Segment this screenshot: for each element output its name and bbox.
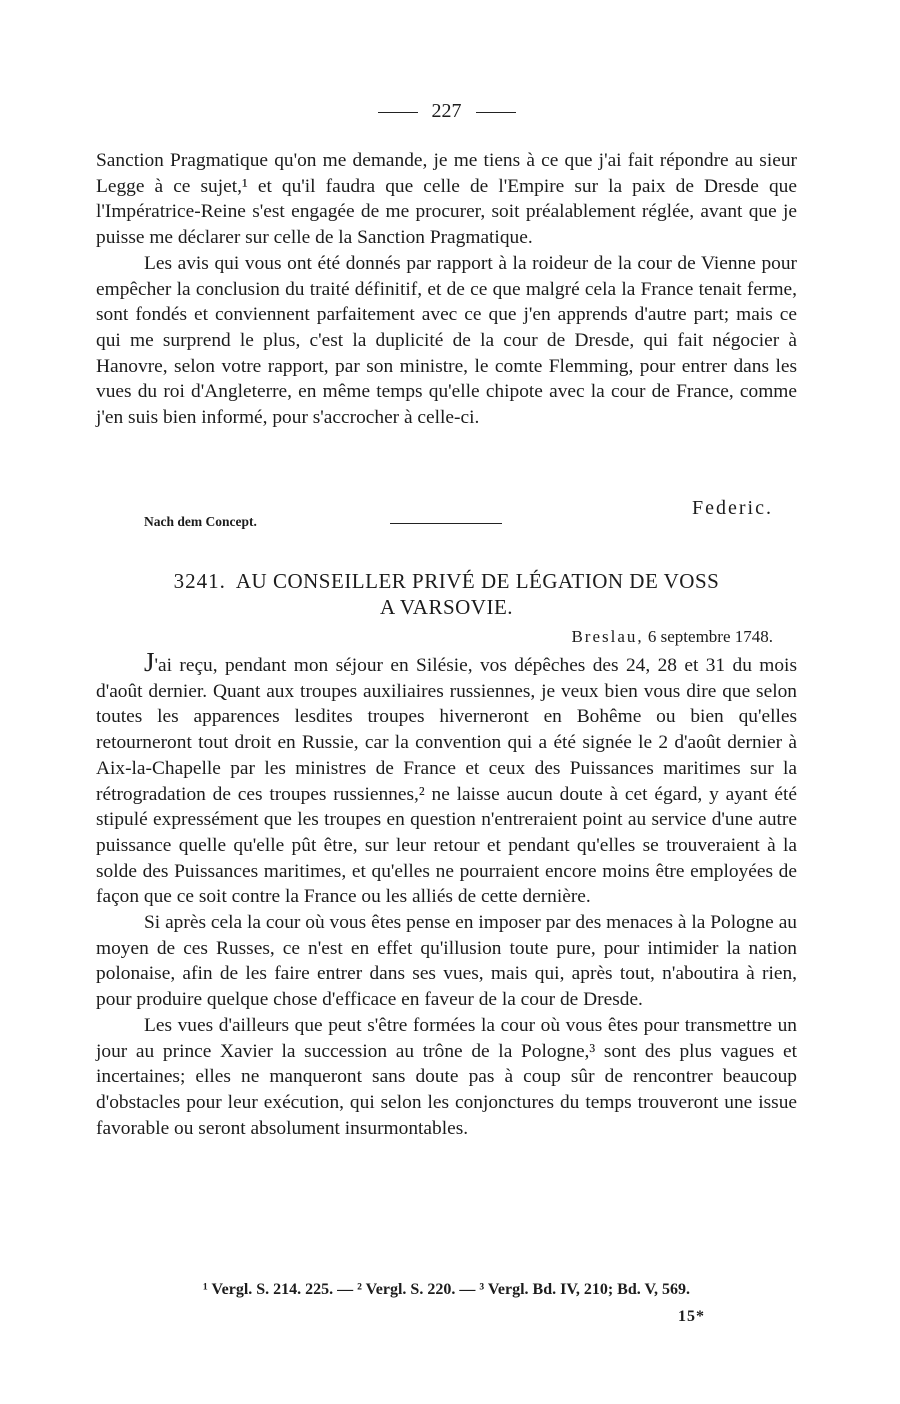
continuation-paragraph-1: Sanction Pragmatique qu'on me demande, je me tiens à ce que j'ai fait répondre au sieur Legge à ce sujet,¹ et qu'il faudra que celle de l'Empire sur la paix de Dresde que l'Impératrice-Reine s'est engagée de me procurer, soit préalablement réglée, avant que je puisse me déclarer sur celle de la Sanction Pragmatique. (96, 150, 797, 249)
sheet-signature-mark: 15* (678, 1308, 705, 1325)
section-separator (390, 523, 502, 524)
letter-paragraph-2: Si après cela la cour où vous êtes pense en imposer par des menaces à la Pologne au moyen de ces Russes, ce n'est en effet qu'illusion toute pure, pour intimider la nation polonaise, afin de les faire entrer dans ses vues, mais qui, après tout, n'aboutira à rien, pour produire quelque chose d'efficace en faveur de la cour de Dresde. (96, 912, 797, 1011)
header-rule-left (378, 112, 418, 113)
header-rule-right (476, 112, 516, 113)
continuation-paragraph-2: Les avis qui vous ont été donnés par rapport à la roideur de la cour de Vienne pour empêcher la conclusion du traité définitif, et de ce que malgré cela la France tenait ferme, sont fondés et conviennent parfaitement avec ce que j'en apprends d'autre part; mais ce qui me surprend le plus, c'est la duplicité de la cour de Dresde, qui fait négocier à Hanovre, selon votre rapport, par son ministre, le comte Flemming, pour entrer dans les vues du roi d'Angleterre, en même temps qu'elle chipote avec la cour de France, comme j'en suis bien informé, pour s'accrocher à celle-ci. (96, 252, 797, 429)
continuation-text (96, 148, 797, 431)
letter-number: 3241. (173, 569, 226, 593)
letter-title-line-2: A VARSOVIE. (379, 595, 514, 619)
dateline-place: Breslau, (571, 627, 644, 646)
page-number: 227 (431, 100, 462, 122)
letter-paragraph-3: Les vues d'ailleurs que peut s'être formées la cour où vous êtes pour transmettre un jour au prince Xavier la succession au trône de la Pologne,³ sont des plus vagues et incertaines; elles ne manqueront sans doute pas à coup sûr de rencontrer beaucoup d'obstacles pour leur exécution, qui selon les conjonctures du temps trouveront une issue favorable ou seront absolument insurmontables. (96, 1014, 797, 1139)
page-header (96, 100, 797, 123)
document-page (96, 0, 797, 1404)
signature: Federic. (692, 497, 773, 519)
letter-paragraph-1 (96, 647, 797, 910)
letter-heading (96, 568, 797, 620)
footnotes: ¹ Vergl. S. 214. 225. — ² Vergl. S. 220. — ³ Vergl. Bd. IV, 210; Bd. V, 569. (203, 1281, 690, 1298)
source-note: Nach dem Concept. (144, 514, 257, 529)
letter-paragraph-1-text: 'ai reçu, pendant mon séjour en Silésie, vos dépêches des 24, 28 et 31 du mois d'août dernier. Quant aux troupes auxiliaires russiennes, je veux bien vous dire que selon toutes les apparences lesdites troupes hiverneront en Bohême ou bien qu'elles retourneront tout droit en Russie, car la convention qui a été signée le 2 d'août dernier à Aix-la-Chapelle par les ministres de France et ceux des Puissances maritimes sur la rétrogradation de ces troupes russiennes,² ne laisse aucun doute à cet égard, y ayant été stipulé expressément que les troupes en question n'entreraient point au service d'une autre puissance quelle qu'elle pût être, sur leur retour et pendant qu'elles se trouveraient à la solde des Puissances maritimes, et qu'elles ne pourraient encore moins être employées de façon que ce soit contre la France ou les alliés de cette dernière. (96, 655, 797, 908)
dateline-date: 6 septembre 1748. (647, 627, 773, 646)
dateline (571, 627, 773, 647)
letter-heading-line-1 (96, 568, 797, 594)
letter-title-line-1: AU CONSEILLER PRIVÉ DE LÉGATION DE VOSS (235, 569, 720, 593)
initial-letter: J (144, 647, 155, 677)
letter-body (96, 647, 797, 1141)
